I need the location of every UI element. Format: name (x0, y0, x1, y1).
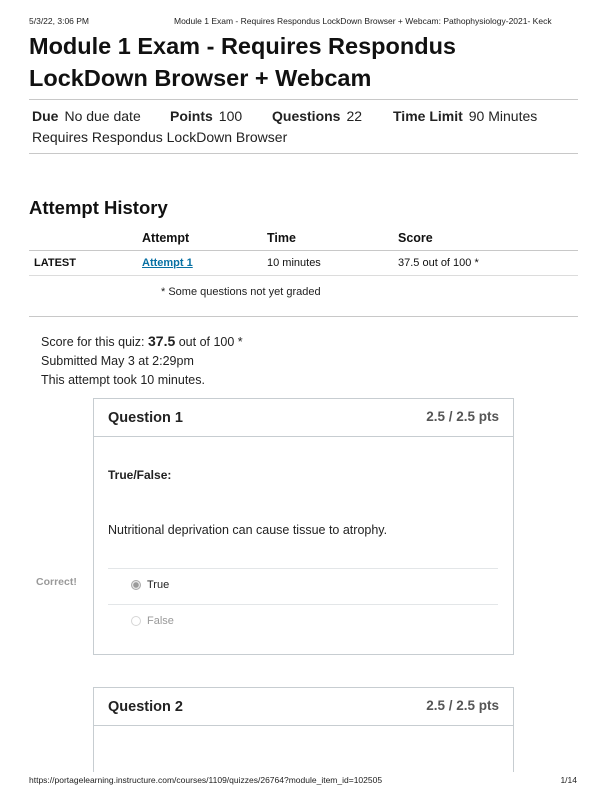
questions-value: 22 (346, 108, 363, 124)
attempt-score: 37.5 out of 100 * (398, 257, 479, 269)
attempt-1-link[interactable]: Attempt 1 (142, 257, 193, 269)
question-header (94, 688, 513, 726)
print-footer (29, 775, 577, 787)
divider (29, 99, 578, 100)
column-header-attempt: Attempt (142, 231, 190, 245)
question-text: Nutritional deprivation can cause tissue to atrophy. (108, 523, 388, 537)
page-number: 1/14 (560, 775, 577, 785)
print-date: 5/3/22, 3:06 PM (29, 16, 90, 26)
question-card-2 (93, 687, 514, 772)
score-value: 37.5 (148, 333, 176, 349)
question-type: True/False: (108, 468, 172, 482)
divider (29, 316, 578, 317)
time-limit-value: 90 Minutes (468, 108, 538, 124)
due-info (32, 108, 141, 124)
radio-selected-icon[interactable] (131, 580, 141, 590)
question-name: Question 1 (108, 410, 183, 426)
answer-label: True (147, 579, 170, 591)
latest-tag: LATEST (34, 257, 76, 269)
column-header-score: Score (398, 231, 433, 245)
due-value: No due date (64, 108, 141, 124)
questions-label: Questions (272, 108, 341, 124)
quiz-meta (32, 108, 572, 145)
header-divider (29, 250, 578, 251)
points-info (170, 108, 242, 124)
print-header (29, 16, 577, 30)
attempt-duration: This attempt took 10 minutes. (41, 373, 205, 387)
row-divider (29, 275, 578, 276)
attempt-time: 10 minutes (267, 257, 321, 269)
time-limit-info (393, 108, 537, 124)
due-label: Due (32, 108, 59, 124)
divider (29, 153, 578, 154)
points-value: 100 (218, 108, 243, 124)
points-label: Points (170, 108, 213, 124)
question-points: 2.5 / 2.5 pts (426, 698, 499, 713)
answer-label: False (147, 615, 174, 627)
grading-footnote: * Some questions not yet graded (161, 286, 321, 298)
requirement-note: Requires Respondus LockDown Browser (32, 129, 288, 145)
score-suffix: out of 100 * (175, 335, 243, 349)
print-url: https://portagelearning.instructure.com/courses/1109/quizzes/26764?module_item_id=102505 (29, 775, 383, 785)
submitted-time: Submitted May 3 at 2:29pm (41, 354, 194, 368)
quiz-score (41, 332, 243, 352)
question-header (94, 399, 513, 437)
question-card-1 (93, 398, 514, 655)
page-title: Module 1 Exam - Requires Respondus LockDown Browser + Webcam (29, 33, 457, 91)
time-limit-label: Time Limit (393, 108, 463, 124)
radio-unselected-icon[interactable] (131, 616, 141, 626)
answer-option-false[interactable] (108, 604, 498, 640)
print-title: Module 1 Exam - Requires Respondus LockDown Browser + Webcam: Pathophysiology-2021- Keck (174, 16, 552, 26)
attempt-history-title: Attempt History (29, 197, 168, 218)
column-header-time: Time (267, 231, 296, 245)
question-name: Question 2 (108, 699, 183, 715)
correct-status: Correct! (36, 576, 77, 588)
score-summary (41, 332, 243, 390)
questions-info (272, 108, 362, 124)
answer-option-true[interactable] (108, 568, 498, 604)
question-points: 2.5 / 2.5 pts (426, 409, 499, 424)
score-prefix: Score for this quiz: (41, 335, 148, 349)
question-body (94, 437, 513, 654)
question-body (94, 726, 513, 772)
